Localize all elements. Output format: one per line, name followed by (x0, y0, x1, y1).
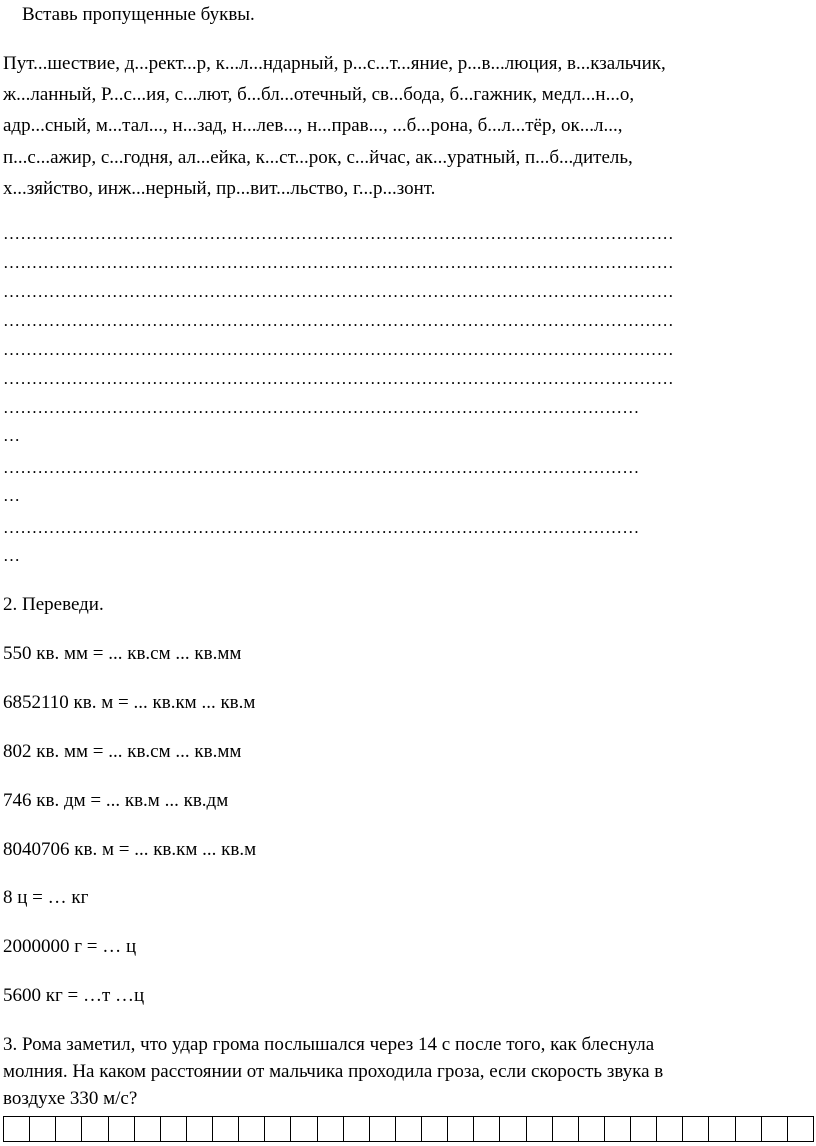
grid-cell[interactable] (291, 1117, 317, 1142)
conversion-item: 550 кв. мм = ... кв.см ... кв.мм (3, 643, 242, 664)
conversion-item: 2000000 г = … ц (3, 936, 137, 957)
answer-grid[interactable] (3, 1116, 814, 1142)
answer-line[interactable]: ……………………………………………………………………………………………………… (3, 282, 674, 301)
grid-cell[interactable] (56, 1117, 82, 1142)
task1-text-line: Пут...шествие, д...рект...р, к...л...ндарный, р...с...т...яние, р...в...люция, в...кзальчик, (3, 53, 666, 74)
grid-cell[interactable] (787, 1117, 813, 1142)
answer-line[interactable]: ……………………………………………………………………………………………………… (3, 253, 674, 272)
task1-text-line: адр...сный, м...тал..., н...зад, н...лев..., н...прав..., ...б...рона, б...л...тёр, ок...л..., (3, 115, 623, 136)
answer-line[interactable]: ………………………………………………………………………………………………… (3, 518, 640, 537)
grid-cell[interactable] (683, 1117, 709, 1142)
conversion-item: 6852110 кв. м = ... кв.км ... кв.м (3, 692, 256, 713)
answer-line[interactable]: ……………………………………………………………………………………………………… (3, 311, 674, 330)
task1-title: Вставь пропущенные буквы. (22, 4, 255, 25)
task1-text-line: ж...ланный, Р...с...ия, с...лют, б...бл...отечный, св...бода, б...гажник, медл...н...о, (3, 84, 635, 105)
grid-cell[interactable] (317, 1117, 343, 1142)
grid-cell[interactable] (500, 1117, 526, 1142)
grid-cell[interactable] (657, 1117, 683, 1142)
answer-line[interactable]: ……………………………………………………………………………………………………… (3, 340, 674, 359)
answer-line-tail[interactable]: … (3, 546, 21, 565)
task3-text-line: воздухе 330 м/с? (3, 1088, 138, 1109)
task1-text-line: х...зяйство, инж...нерный, пр...вит...льство, г...р...зонт. (3, 178, 436, 199)
grid-cell[interactable] (735, 1117, 761, 1142)
conversion-item: 802 кв. мм = ... кв.см ... кв.мм (3, 741, 242, 762)
task2-title: 2. Переведи. (3, 594, 104, 615)
grid-cell[interactable] (134, 1117, 160, 1142)
task1-text-line: п...с...ажир, с...годня, ал...ейка, к...ст...рок, с...йчас, ак...уратный, п...б...дитель, (3, 147, 633, 168)
conversion-item: 5600 кг = …т …ц (3, 985, 145, 1006)
grid-cell[interactable] (343, 1117, 369, 1142)
grid-cell[interactable] (160, 1117, 186, 1142)
grid-cell[interactable] (4, 1117, 30, 1142)
grid-cell[interactable] (631, 1117, 657, 1142)
grid-cell[interactable] (30, 1117, 56, 1142)
answer-line-tail[interactable]: … (3, 486, 21, 505)
grid-cell[interactable] (604, 1117, 630, 1142)
grid-cell[interactable] (186, 1117, 212, 1142)
conversion-item: 746 кв. дм = ... кв.м ... кв.дм (3, 790, 229, 811)
grid-cell[interactable] (448, 1117, 474, 1142)
answer-line[interactable]: ………………………………………………………………………………………………… (3, 458, 640, 477)
grid-cell[interactable] (213, 1117, 239, 1142)
grid-cell[interactable] (552, 1117, 578, 1142)
conversion-item: 8040706 кв. м = ... кв.км ... кв.м (3, 839, 257, 860)
grid-cell[interactable] (395, 1117, 421, 1142)
task3-text-line: молния. На каком расстоянии от мальчика проходила гроза, если скорость звука в (3, 1061, 664, 1082)
grid-cell[interactable] (526, 1117, 552, 1142)
answer-line[interactable]: ……………………………………………………………………………………………………… (3, 369, 674, 388)
grid-cell[interactable] (108, 1117, 134, 1142)
conversion-item: 8 ц = … кг (3, 887, 89, 908)
grid-cell[interactable] (239, 1117, 265, 1142)
answer-line[interactable]: ………………………………………………………………………………………………… (3, 398, 640, 417)
grid-cell[interactable] (761, 1117, 787, 1142)
grid-cell[interactable] (369, 1117, 395, 1142)
grid-cell[interactable] (578, 1117, 604, 1142)
task3-text-line: 3. Рома заметил, что удар грома послышался через 14 с после того, как блеснула (3, 1034, 655, 1055)
grid-cell[interactable] (82, 1117, 108, 1142)
answer-line-tail[interactable]: … (3, 426, 21, 445)
grid-cell[interactable] (474, 1117, 500, 1142)
grid-cell[interactable] (265, 1117, 291, 1142)
answer-line[interactable]: ……………………………………………………………………………………………………… (3, 224, 674, 243)
grid-cell[interactable] (422, 1117, 448, 1142)
grid-cell[interactable] (709, 1117, 735, 1142)
